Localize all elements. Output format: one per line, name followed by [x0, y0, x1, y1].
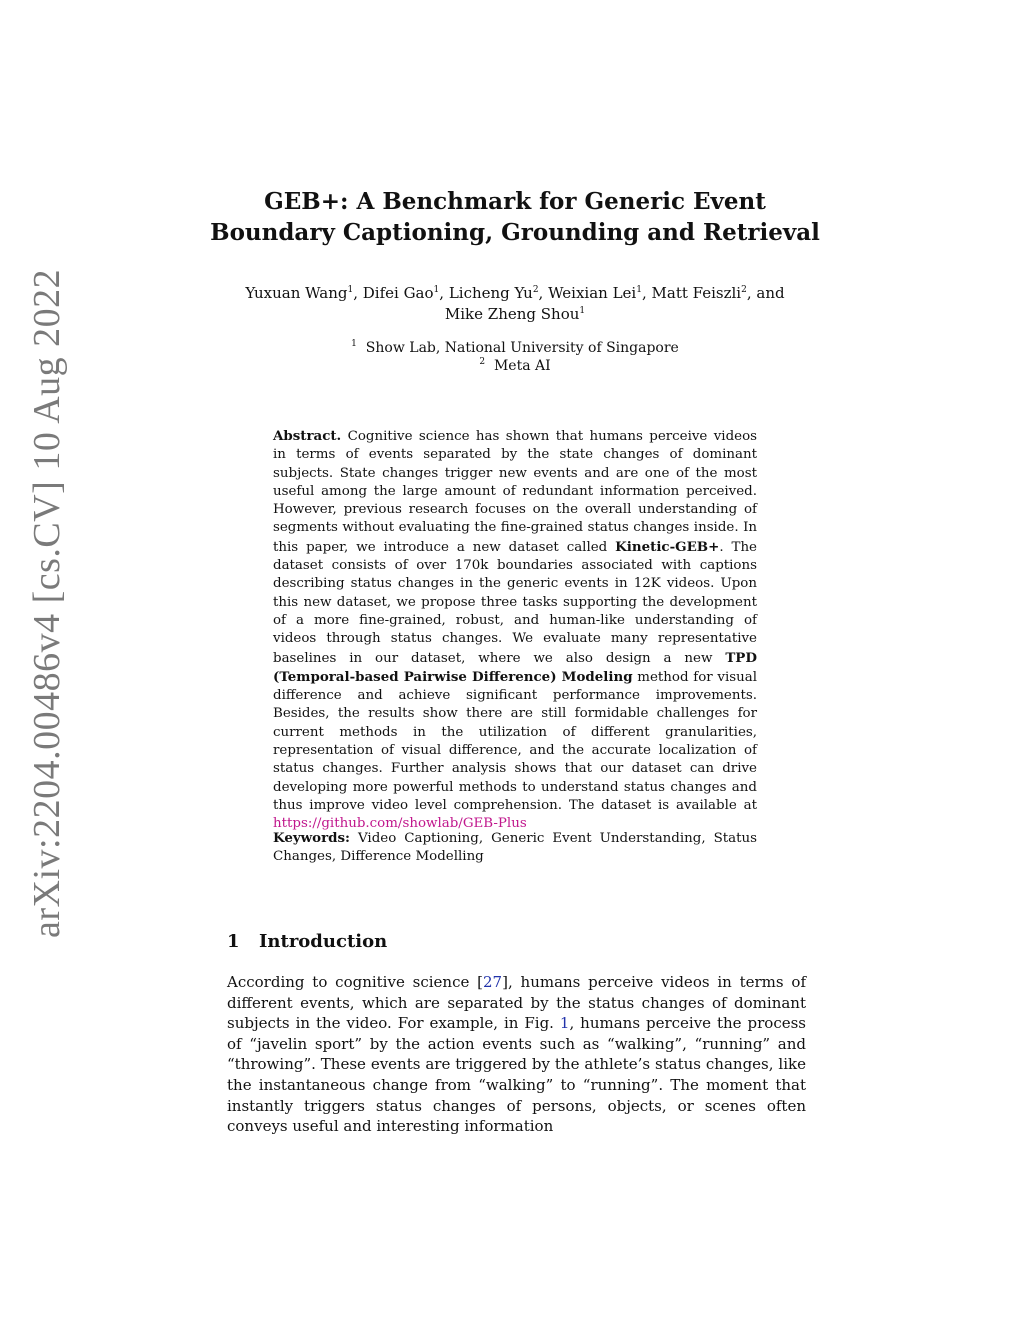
- method-name: TPD (Temporal-based Pairwise Difference) Modeling: [273, 649, 757, 685]
- section-number: 1: [227, 931, 240, 952]
- affiliation-mark: 1: [351, 339, 357, 349]
- abstract-label: Abstract.: [273, 428, 342, 444]
- author-name: Matt Feiszli: [651, 284, 742, 302]
- abstract-text: Cognitive science has shown that humans perceive videos in terms of events separated by the state changes of dominant subjects. State changes trigger new events and are one of the most useful among the large amount of redundant information perceived. However, previous research focuses on the overall understanding of segments without evaluating the fine-grained status changes inside. In this paper, we introduce a new dataset called: [273, 429, 757, 555]
- keywords-label: Keywords:: [273, 830, 351, 846]
- abstract-text: . The dataset consists of over 170k boundaries associated with captions describing status changes in the generic events in 12K videos. Upon this new dataset, we propose three tasks supporting the development of a more fine-grained, robust, and human-like understanding of videos through status changes. We evaluate many representative baselines in our dataset, where we also design a new: [273, 539, 757, 666]
- affiliations: [300, 339, 730, 375]
- section-title: Introduction: [259, 931, 388, 952]
- affiliation-1: [300, 339, 730, 357]
- dataset-link[interactable]: https://github.com/showlab/GEB-Plus: [273, 816, 527, 832]
- affiliation-text: Show Lab, National University of Singapore: [365, 340, 679, 356]
- affiliation-mark: 1: [347, 285, 354, 295]
- section-heading: [227, 930, 807, 954]
- affiliation-text: Meta AI: [493, 358, 551, 374]
- affiliation-mark: 2: [532, 285, 539, 295]
- dataset-name: Kinetic-GEB+: [615, 538, 720, 555]
- figure-reference-link[interactable]: 1: [559, 1014, 570, 1033]
- author-name: Licheng Yu: [448, 284, 533, 302]
- citation-link[interactable]: 27: [483, 973, 503, 991]
- abstract: [273, 427, 757, 834]
- affiliation-mark: 2: [479, 357, 486, 367]
- author-name: Yuxuan Wang: [245, 284, 348, 302]
- affiliation-mark: 2: [741, 285, 747, 295]
- affiliation-mark: 1: [579, 306, 586, 316]
- affiliation-2: [300, 357, 730, 375]
- author-list: Yuxuan Wang$^1$, Difei Gao$^1$, Licheng Yu$^2$, Weixian Lei$^1$, Matt Feiszli$^2$, and Mike Zheng Shou$^1$: [245, 284, 785, 323]
- author-conjunction: and: [756, 284, 785, 302]
- affiliation-mark: 1: [433, 285, 440, 295]
- keywords-text: Video Captioning, Generic Event Understanding, Status Changes, Difference Modelling: [273, 831, 757, 865]
- introduction-paragraph: [227, 972, 806, 1137]
- author-name: Weixian Lei: [548, 284, 637, 302]
- abstract-text: method for visual difference and achieve significant performance improvements. Besides, the results show there are still formidable challenges for current methods in the utilization of different granularities, representation of visual difference, and the accurate localization of status changes. Further analysis shows that our dataset can drive developing more powerful methods to understand status changes and thus improve video level comprehension. The dataset is available at: [273, 669, 757, 813]
- arxiv-identifier: arXiv:2204.00486v4 [cs.CV] 10 Aug 2022: [26, 268, 68, 938]
- paper-title: [200, 186, 830, 248]
- title-line-1: GEB+: A Benchmark for Generic Event: [264, 188, 766, 215]
- author-name: Difei Gao: [362, 284, 434, 302]
- author-name: Mike Zheng Shou: [444, 305, 580, 323]
- title-line-2: Boundary Captioning, Grounding and Retrieval: [210, 219, 820, 246]
- body-text: According to cognitive science [: [227, 973, 484, 991]
- affiliation-mark: 1: [636, 285, 642, 295]
- keywords: [273, 829, 757, 867]
- body-text: ], humans perceive videos in terms of different events, which are separated by the status changes of dominant subjects in the video. For example, in Fig.: [227, 973, 806, 1033]
- body-text: , humans perceive the process of “javelin sport” by the action events such as “walking”, “running” and “throwing”. These events are triggered by the athlete’s status changes, like the instantaneous change from “walking” to “running”. The moment that instantly triggers status changes of persons, objects, or scenes often conveys useful and interesting information: [227, 1014, 806, 1136]
